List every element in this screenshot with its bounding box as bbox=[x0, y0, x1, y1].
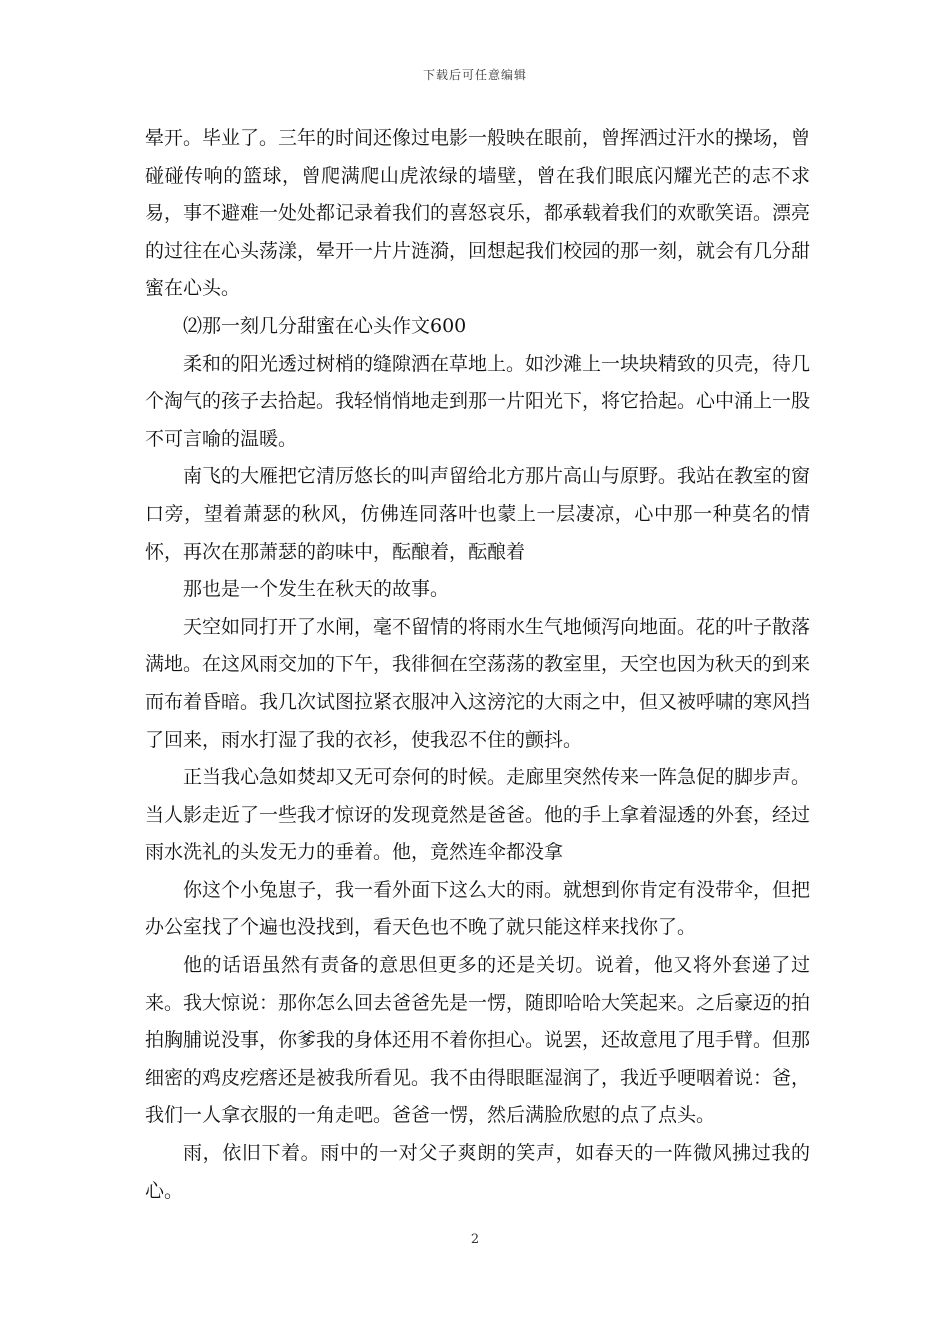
paragraph: 柔和的阳光透过树梢的缝隙洒在草地上。如沙滩上一块块精致的贝壳，待几个淘气的孩子去拾起。我轻悄悄地走到那一片阳光下，将它拾起。心中涌上一股不可言喻的温暖。 bbox=[145, 352, 811, 450]
paragraph: 正当我心急如焚却又无可奈何的时候。走廊里突然传来一阵急促的脚步声。当人影走近了一些我才惊讶的发现竟然是爸爸。他的手上拿着湿透的外套，经过雨水洗礼的头发无力的垂着。他，竟然连伞都没拿 bbox=[145, 766, 811, 864]
page-header: 下载后可任意编辑 bbox=[422, 68, 527, 82]
paragraph: 雨，依旧下着。雨中的一对父子爽朗的笑声，如春天的一阵微风拂过我的心。 bbox=[145, 1142, 810, 1202]
paragraph: 那也是一个发生在秋天的故事。 bbox=[183, 578, 450, 601]
paragraph: 他的话语虽然有责备的意思但更多的还是关切。说着，他又将外套递了过来。我大惊说：那你怎么回去爸爸先是一愣，随即哈哈大笑起来。之后豪迈的拍拍胸脯说没事，你爹我的身体还用不着你担心。说罢，还故意甩了甩手臂。但那细密的鸡皮疙瘩还是被我所看见。我不由得眼眶湿润了，我近乎哽咽着说：爸，我们一人拿衣服的一角走吧。爸爸一愣，然后满脸欣慰的点了点头。 bbox=[145, 954, 811, 1127]
page-number: 2 bbox=[470, 1232, 480, 1247]
section-heading: ⑵那一刻几分甜蜜在心头作文600 bbox=[183, 314, 467, 337]
paragraph: 你这个小兔崽子，我一看外面下这么大的雨。就想到你肯定有没带伞，但把办公室找了个遍也没找到，看天色也不晚了就只能这样来找你了。 bbox=[145, 878, 811, 939]
paragraph: 天空如同打开了水闸，毫不留情的将雨水生气地倾泻向地面。花的叶子散落满地。在这风雨交加的下午，我徘徊在空荡荡的教室里，天空也因为秋天的到来而布着昏暗。我几次试图拉紧衣服冲入这滂沱的大雨之中，但又被呼啸的寒风挡了回来，雨水打湿了我的衣衫，使我忍不住的颤抖。 bbox=[145, 615, 811, 751]
document-body bbox=[145, 120, 810, 1210]
paragraph: 南飞的大雁把它清厉悠长的叫声留给北方那片高山与原野。我站在教室的窗口旁，望着萧瑟的秋风，仿佛连同落叶也蒙上一层凄凉，心中那一种莫名的情怀，再次在那萧瑟的韵味中，酝酿着，酝酿着 bbox=[145, 465, 811, 563]
paragraph: 晕开。毕业了。三年的时间还像过电影一般映在眼前，曾挥洒过汗水的操场，曾碰碰传响的篮球，曾爬满爬山虎浓绿的墙壁，曾在我们眼底闪耀光芒的志不求易，事不避难一处处都记录着我们的喜怒哀乐，都承载着我们的欢歌笑语。漂亮的过往在心头荡漾，晕开一片片涟漪，回想起我们校园的那一刻，就会有几分甜蜜在心头。 bbox=[145, 127, 811, 300]
